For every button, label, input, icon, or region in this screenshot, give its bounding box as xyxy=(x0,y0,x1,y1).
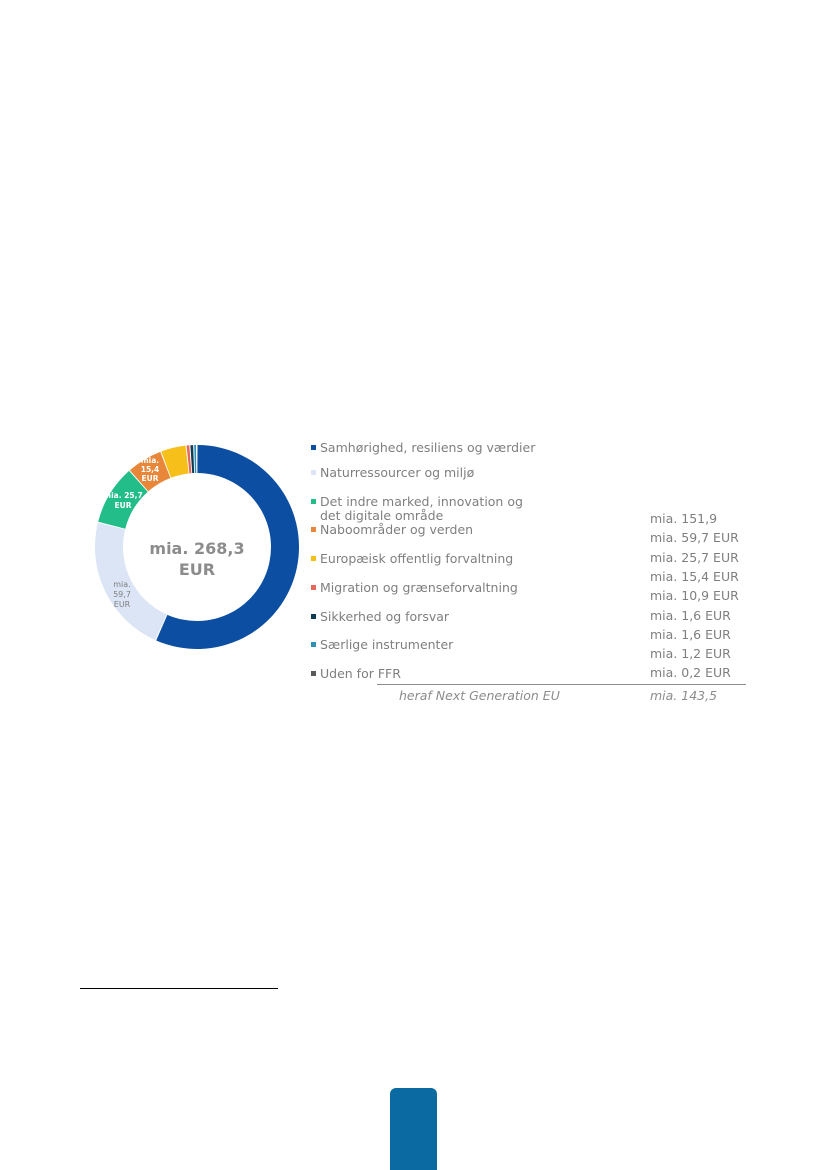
legend-marker-0 xyxy=(311,445,316,450)
slice-label-line: 15,4 xyxy=(140,465,160,474)
value-item-3: mia. 15,4 EUR xyxy=(650,568,739,584)
page-number-tab xyxy=(390,1088,437,1170)
value-item-6: mia. 1,6 EUR xyxy=(650,626,731,642)
value-item-7: mia. 1,2 EUR xyxy=(650,646,731,662)
legend-marker-8 xyxy=(311,671,316,676)
value-item-0: mia. 151,9 xyxy=(650,511,718,526)
center-label-line-2: EUR xyxy=(178,560,216,579)
slice-label-naboomraader xyxy=(141,456,160,483)
center-label-line-1: mia. 268,3 xyxy=(149,539,245,558)
legend-label-2: Det indre marked, innovation og det digitale område xyxy=(320,494,523,523)
legend-marker-1 xyxy=(311,470,316,475)
legend-marker-2 xyxy=(311,499,316,504)
legend-label-8: Uden for FFR xyxy=(320,666,401,681)
ngeu-value: mia. 143,5 xyxy=(650,688,718,703)
value-item-8: mia. 0,2 EUR xyxy=(650,665,731,681)
legend-marker-5 xyxy=(311,585,316,590)
value-item-1: mia. 59,7 EUR xyxy=(650,530,739,546)
slice-label-naturressourcer xyxy=(113,580,131,609)
slice-label-line: mia. 25,7 xyxy=(103,491,143,500)
ngeu-label: heraf Next Generation EU xyxy=(399,688,560,703)
summary-divider xyxy=(377,684,746,685)
legend-label-6: Sikkerhed og forsvar xyxy=(320,609,450,624)
legend-label-7: Særlige instrumenter xyxy=(320,637,454,652)
slice-label-line: mia. xyxy=(140,456,160,465)
legend-label-4: Europæisk offentlig forvaltning xyxy=(320,551,514,566)
legend-label-1: Naturressourcer og miljø xyxy=(320,465,475,480)
value-item-4: mia. 10,9 EUR xyxy=(650,588,739,604)
slice-label-line: EUR xyxy=(114,501,132,510)
slice-label-line: EUR xyxy=(141,474,159,483)
legend-label-5: Migration og grænseforvaltning xyxy=(320,580,518,595)
value-item-5: mia. 1,6 EUR xyxy=(650,607,731,623)
legend-label-0: Samhørighed, resiliens og værdier xyxy=(320,440,536,455)
value-item-2: mia. 25,7 EUR xyxy=(650,549,739,565)
donut-chart xyxy=(80,430,310,660)
legend-marker-7 xyxy=(311,642,316,647)
footnote-divider xyxy=(80,988,278,989)
slice-label-line: 59,7 xyxy=(113,590,131,599)
legend-marker-4 xyxy=(311,556,316,561)
legend-marker-3 xyxy=(311,527,316,532)
donut-slice-7 xyxy=(194,445,196,473)
legend-marker-6 xyxy=(311,614,316,619)
slice-label-line: EUR xyxy=(113,600,131,609)
legend-label-3: Naboområder og verden xyxy=(320,522,474,537)
slice-label-line: mia. xyxy=(113,580,131,589)
